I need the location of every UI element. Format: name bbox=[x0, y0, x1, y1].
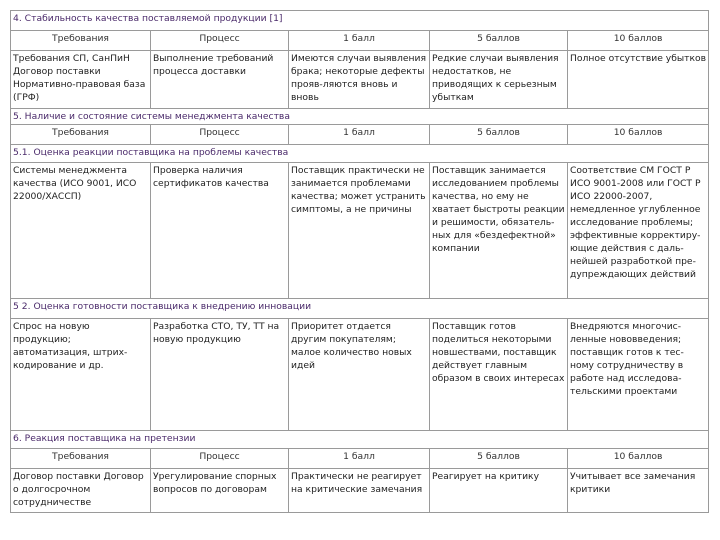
score-1-cell: Имеются случаи выявления брака; некоторые дефекты прояв-ляются вновь и вновь bbox=[289, 51, 430, 109]
table-row bbox=[11, 469, 709, 513]
score-5-cell: Реагирует на критику bbox=[430, 469, 568, 513]
header-cell: 10 баллов bbox=[568, 125, 709, 145]
header-cell: 1 балл bbox=[289, 449, 430, 469]
section-title-row bbox=[11, 299, 709, 319]
requirements-cell: Договор поставки Договор о долгосрочном сотрудничестве bbox=[11, 469, 151, 513]
section-5-2-title: 5 2. Оценка готовности поставщика к внедрению инновации bbox=[11, 299, 709, 319]
header-cell: 10 баллов bbox=[568, 449, 709, 469]
table-row bbox=[11, 51, 709, 109]
header-cell: Требования bbox=[11, 125, 151, 145]
section-title-row bbox=[11, 431, 709, 449]
table-row bbox=[11, 163, 709, 299]
section-title-row bbox=[11, 11, 709, 31]
section-6-title: 6. Реакция поставщика на претензии bbox=[11, 431, 709, 449]
header-cell: 1 балл bbox=[289, 31, 430, 51]
score-10-cell: Внедряются многочис-ленные нововведения; поставщик готов к тес-ному сотрудничеству в работе над исследова-тельскими проектами bbox=[568, 319, 709, 431]
header-row bbox=[11, 125, 709, 145]
header-cell: Процесс bbox=[151, 125, 289, 145]
score-5-cell: Поставщик занимается исследованием проблемы качества, но ему не хватает быстроты реакции и решимости, обязатель-ных для «бездефектной» компании bbox=[430, 163, 568, 299]
header-cell: 5 баллов bbox=[430, 449, 568, 469]
header-cell: 10 баллов bbox=[568, 31, 709, 51]
requirements-cell: Спрос на новую продукцию; автоматизация, штрих-кодирование и др. bbox=[11, 319, 151, 431]
section-4-title: 4. Стабильность качества поставляемой продукции [1] bbox=[11, 11, 709, 31]
header-cell: Требования bbox=[11, 31, 151, 51]
score-10-cell: Учитывает все замечания критики bbox=[568, 469, 709, 513]
section-title-row bbox=[11, 145, 709, 163]
score-10-cell: Полное отсутствие убытков bbox=[568, 51, 709, 109]
header-cell: Требования bbox=[11, 449, 151, 469]
process-cell: Разработка СТО, ТУ, ТТ на новую продукцию bbox=[151, 319, 289, 431]
header-cell: 5 баллов bbox=[430, 31, 568, 51]
score-1-cell: Практически не реагирует на критические замечания bbox=[289, 469, 430, 513]
score-1-cell: Приоритет отдается другим покупателям; малое количество новых идей bbox=[289, 319, 430, 431]
table-row bbox=[11, 319, 709, 431]
supplier-evaluation-table bbox=[10, 10, 709, 513]
score-10-cell: Соответствие СМ ГОСТ Р ИСО 9001-2008 или ГОСТ Р ИСО 22000-2007, немедленное углубленное исследование проблемы; эффективные корректиру-ющие действия с даль-нейшей разработкой пре-дупреждающих действий bbox=[568, 163, 709, 299]
section-title-row bbox=[11, 109, 709, 125]
header-cell: 1 балл bbox=[289, 125, 430, 145]
requirements-cell: Системы менеджмента качества (ИСО 9001, ИСО 22000/ХАССП) bbox=[11, 163, 151, 299]
process-cell: Урегулирование спорных вопросов по договорам bbox=[151, 469, 289, 513]
section-5-title: 5. Наличие и состояние системы менеджмента качества bbox=[11, 109, 709, 125]
score-5-cell: Поставщик готов поделиться некоторыми новшествами, поставщик действует главным образом в своих интересах bbox=[430, 319, 568, 431]
header-row bbox=[11, 449, 709, 469]
header-row bbox=[11, 31, 709, 51]
process-cell: Выполнение требований процесса доставки bbox=[151, 51, 289, 109]
header-cell: 5 баллов bbox=[430, 125, 568, 145]
process-cell: Проверка наличия сертификатов качества bbox=[151, 163, 289, 299]
score-5-cell: Редкие случаи выявления недостатков, не приводящих к серьезным убыткам bbox=[430, 51, 568, 109]
section-5-1-title: 5.1. Оценка реакции поставщика на проблемы качества bbox=[11, 145, 709, 163]
requirements-cell: Требования СП, СанПиН Договор поставки Нормативно-правовая база (ГРФ) bbox=[11, 51, 151, 109]
header-cell: Процесс bbox=[151, 449, 289, 469]
score-1-cell: Поставщик практически не занимается проблемами качества; может устранить симптомы, а не причины bbox=[289, 163, 430, 299]
header-cell: Процесс bbox=[151, 31, 289, 51]
